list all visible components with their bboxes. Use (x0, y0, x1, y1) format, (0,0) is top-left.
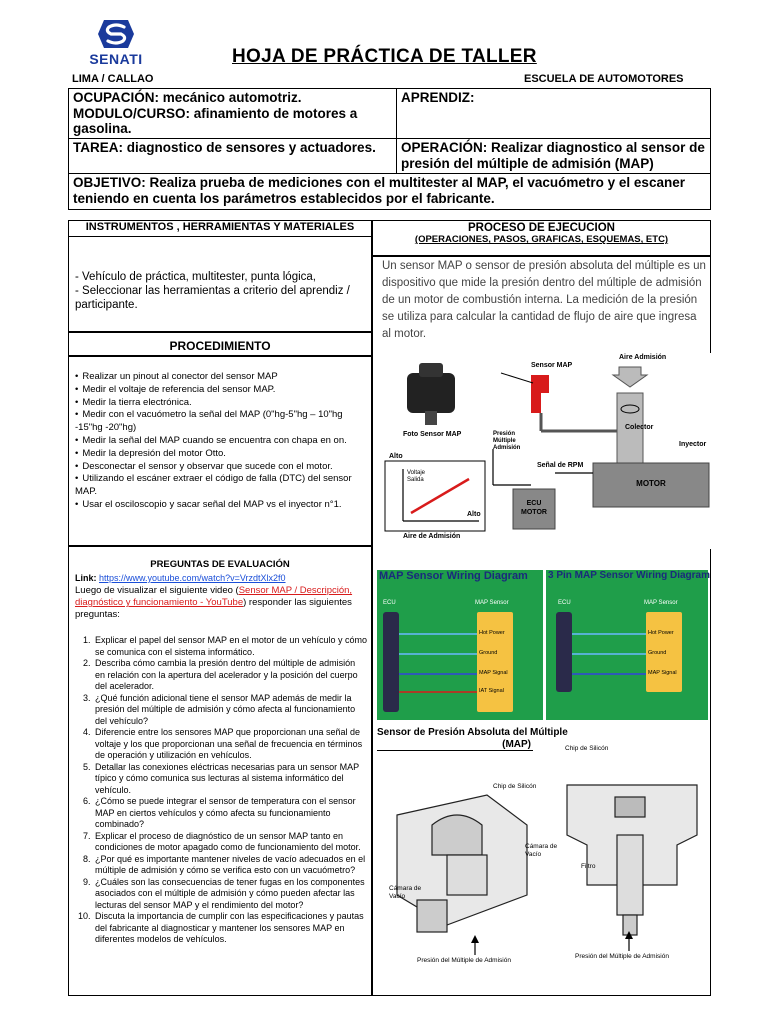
ocupacion-text: OCUPACIÓN: mecánico automotriz. (73, 90, 302, 105)
wiring1-ecu-label: ECU (383, 600, 396, 606)
label-alto-horizontal: Alto (467, 511, 481, 518)
preguntas-box (68, 546, 372, 996)
logo-text: SENATI (89, 51, 143, 67)
wiring2-svg (546, 570, 708, 720)
senati-logo-icon (96, 18, 136, 50)
question-item: 9. ¿Cuáles son las consecuencias de tener fugas en los componentes asociados con el múltiple de admisión y cómo pueden afectar las lecturas del sensor MAP y el rendimiento del motor? (93, 877, 367, 912)
label-voltaje-salida: Voltaje Salida (407, 470, 426, 483)
procedure-step: • Realizar un pinout al conector del sensor MAP (75, 371, 367, 384)
label-aire-admision: Aire Admisión (619, 354, 667, 361)
video-link[interactable]: https://www.youtube.com/watch?v=VrzdtXlx2f0 (99, 573, 286, 583)
procedure-step: • Utilizando el escáner extraer el código de falla (DTC) del sensor MAP. (75, 473, 367, 499)
wiring2-pin: Hot Power (648, 630, 674, 636)
cutaway-title-line2: (MAP) (377, 739, 533, 751)
label-camara-vacio-2: Cámara de Vacío (389, 885, 422, 900)
label-inyector: Inyector (679, 441, 707, 448)
proceso-box (372, 256, 711, 996)
procedimiento-header-box (68, 332, 372, 356)
intro-text-b: ) responder las siguientes preguntas: (75, 597, 352, 620)
preguntas-header: PREGUNTAS DE EVALUACIÓN (150, 559, 290, 570)
label-filtro: Filtro (581, 863, 596, 870)
label-sensor-map: Sensor MAP (531, 362, 573, 369)
page-title: HOJA DE PRÁCTICA DE TALLER (232, 46, 537, 67)
wiring2-title: 3 Pin MAP Sensor Wiring Diagram (548, 570, 710, 581)
location-label: LIMA / CALLAO (72, 73, 154, 85)
label-alto-vertical: Alto (389, 453, 403, 460)
intro-text-a: Luego de visualizar el siguiente video ( (75, 585, 239, 596)
objetivo-cell: OBJETIVO: Realiza prueba de mediciones con el multitester al MAP, el vacuómetro y el escaner teniendo en cuenta los parámetros establecidos por el fabricante. (69, 174, 711, 210)
tarea-cell: TAREA: diagnostico de sensores y actuadores. (69, 139, 397, 174)
question-item: 4. Diferencie entre los sensores MAP que proporcionan una señal de voltaje y los que proporcionan una señal de frecuencia en términos de operación y utilización en vehículos. (93, 727, 367, 762)
label-aire-de-admision: Aire de Admisión (403, 533, 461, 540)
label-camara-vacio-1: Cámara de Vacío (525, 843, 558, 858)
wiring1-title: MAP Sensor Wiring Diagram (379, 570, 528, 582)
question-item: 6. ¿Cómo se puede integrar el sensor de temperatura con el sensor MAP en ciertos vehículos y cómo afecta su funcionamiento combinado? (93, 796, 367, 831)
label-chip-silicon-2: Chip de Silicón (565, 745, 609, 752)
cutaway-title-line1: Sensor de Presión Absoluta del Múltiple (377, 727, 568, 738)
label-ecu-motor: ECU MOTOR (521, 500, 547, 516)
procedure-step: • Medir con el vacuómetro la señal del MAP (0"hg-5"hg – 10"hg -15"hg -20"hg) (75, 409, 367, 435)
procedure-list (75, 371, 367, 512)
procedimiento-header: PROCEDIMIENTO (169, 339, 271, 353)
label-presion-multiple: Presión Múltiple Admisión (493, 431, 521, 451)
questions-list (75, 635, 367, 946)
question-item: 5. Detallar las conexiones eléctricas necesarias para un sensor MAP típico y cómo comunica sus lecturas al sistema informático del vehículo. (93, 762, 367, 797)
label-presion-multiple-1: Presión del Múltiple de Admisión (417, 957, 511, 964)
question-item: 2. Describa cómo cambia la presión dentro del múltiple de admisión en relación con la apertura del acelerador y la posición del cuerpo del acelerador. (93, 658, 367, 693)
instrumentos-header: INSTRUMENTOS , HERRAMIENTAS Y MATERIALES (85, 221, 355, 233)
wiring1-pin: Ground (479, 650, 498, 656)
link-line (75, 573, 367, 585)
materials-box (68, 236, 372, 332)
wiring-diagram-3pin (546, 570, 708, 720)
school-label: ESCUELA DE AUTOMOTORES (524, 73, 684, 85)
procedimiento-box (68, 356, 372, 546)
preguntas-intro (75, 585, 367, 621)
proceso-subheader: (OPERACIONES, PASOS, GRAFICAS, ESQUEMAS, ETC) (414, 234, 669, 245)
label-chip-silicon-1: Chip de Silicón (493, 783, 537, 790)
wiring2-sensor-label: MAP Sensor (644, 600, 678, 606)
wiring1-sensor-label: MAP Sensor (475, 600, 509, 606)
material-item: - Seleccionar las herramientas a criterio del aprendiz / participante. (75, 285, 350, 311)
ocupacion-cell (69, 89, 397, 139)
question-item: 7. Explicar el proceso de diagnóstico de un sensor MAP tanto en condiciones de motor apagado como de funcionamiento del motor. (93, 831, 367, 854)
operacion-cell: OPERACIÓN: Realizar diagnostico al sensor de presión del múltiple de admisión (MAP) (397, 139, 711, 174)
map-intro-text: Un sensor MAP o sensor de presión absoluta del múltiple es un dispositivo que mide la presión dentro del múltiple de admisión de un motor de combustión interna. La medición de la presión se utiliza para calcular la cantidad de flujo de aire que ingresa al motor. (382, 260, 706, 340)
question-item: 10. Discuta la importancia de cumplir con las especificaciones y pautas del fabricante al diagnosticar y mantener los sensores MAP en diferentes modelos de vehículos. (93, 911, 367, 946)
label-motor: MOTOR (636, 479, 666, 488)
instrumentos-header-box (68, 220, 372, 236)
procedure-step: • Medir la señal del MAP cuando se encuentra con chapa en on. (75, 435, 367, 448)
procedure-step: • Usar el osciloscopio y sacar señal del MAP vs el inyector n°1. (75, 499, 367, 512)
label-foto-sensor: Foto Sensor MAP (403, 431, 462, 438)
question-item: 8. ¿Por qué es importante mantener niveles de vacío adecuados en el múltiple de admisión y cómo se verifica esto con un vacuómetro? (93, 854, 367, 877)
wiring2-ecu-label: ECU (558, 600, 571, 606)
info-table (68, 88, 711, 210)
modulo-text: MODULO/CURSO: afinamiento de motores a gasolina. (73, 105, 358, 136)
link-label: Link: (75, 573, 97, 583)
label-presion-multiple-2: Presión del Múltiple de Admisión (575, 953, 669, 960)
procedure-step: • Medir la tierra electrónica. (75, 397, 367, 410)
wiring1-pin: Hot Power (479, 630, 505, 636)
senati-logo (60, 18, 172, 67)
question-item: 1. Explicar el papel del sensor MAP en el motor de un vehículo y cómo se comunica con el sistema informático. (93, 635, 367, 658)
wiring-diagram-4pin (377, 570, 543, 720)
material-item: - Vehículo de práctica, multitester, punta lógica, (75, 271, 316, 283)
map-system-diagram-svg (381, 353, 711, 549)
wiring2-pin: Ground (648, 650, 667, 656)
label-senal-rpm: Señal de RPM (537, 462, 584, 469)
procedure-step: • Medir la depresión del motor Otto. (75, 448, 367, 461)
procedure-step: • Medir el voltaje de referencia del sensor MAP. (75, 384, 367, 397)
proceso-header: PROCESO DE EJECUCION (468, 222, 615, 234)
proceso-header-box (372, 220, 711, 256)
label-colector: Colector (625, 424, 654, 431)
materials-list (75, 270, 367, 312)
video-title-link[interactable]: Sensor MAP / Descripción, diagnóstico y funcionamiento - YouTube (75, 585, 353, 608)
wiring2-pin: MAP Signal (648, 670, 677, 676)
aprendiz-cell: APRENDIZ: (397, 89, 711, 139)
wiring1-pin: MAP Signal (479, 670, 508, 676)
wiring1-pin: IAT Signal (479, 688, 504, 694)
wiring1-svg (377, 570, 543, 720)
question-item: 3. ¿Qué función adicional tiene el sensor MAP además de medir la presión del múltiple de admisión y cómo afecta al funcionamiento del vehículo? (93, 693, 367, 728)
map-system-diagram (381, 353, 711, 549)
procedure-step: • Desconectar el sensor y observar que sucede con el motor. (75, 461, 367, 474)
map-cutaway-diagram (377, 725, 709, 993)
